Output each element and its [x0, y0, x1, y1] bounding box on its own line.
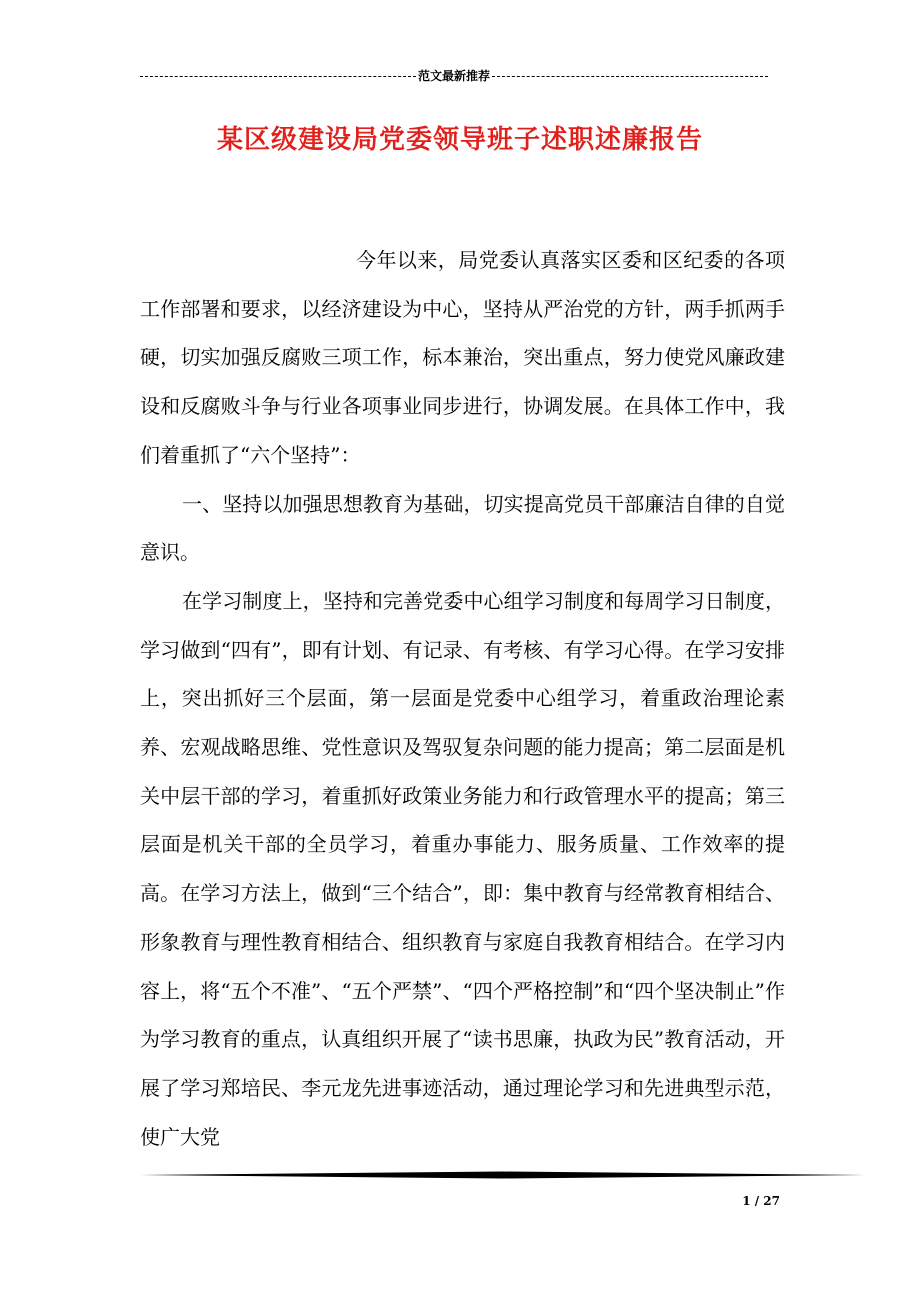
- paragraph-intro: 今年以来，局党委认真落实区委和区纪委的各项工作部署和要求，以经济建设为中心，坚持从严治党的方针，两手抓两手硬，切实加强反腐败三项工作，标本兼治，突出重点，努力使党风廉政建设和反腐败斗争与行业各项事业同步进行，协调发展。在具体工作中，我们着重抓了“六个坚持”：: [140, 248, 785, 467]
- header-label: 范文最新推荐: [418, 69, 491, 83]
- page-number: 1 / 27: [742, 1194, 780, 1208]
- header-dashes-right: [492, 76, 768, 77]
- page-header: [140, 68, 768, 84]
- header-dashes-left: [140, 76, 416, 77]
- footer-divider: [140, 1168, 865, 1182]
- document-body: [140, 236, 785, 1161]
- paragraph-study-system: 在学习制度上，坚持和完善党委中心组学习制度和每周学习日制度，学习做到“四有”，即有计划、有记录、有考核、有学习心得。在学习安排上，突出抓好三个层面，第一层面是党委中心组学习，着重政治理论素养、宏观战略思维、党性意识及驾驭复杂问题的能力提高；第二层面是机关中层干部的学习，着重抓好政策业务能力和行政管理水平的提高；第三层面是机关干部的全员学习，着重办事能力、服务质量、工作效率的提高。在学习方法上，做到“三个结合”，即：集中教育与经常教育相结合、形象教育与理性教育相结合、组织教育与家庭自我教育相结合。在学习内容上，将“五个不准”、“五个严禁”、“四个严格控制”和“四个坚决制止”作为学习教育的重点，认真组织开展了“读书思廉，执政为民”教育活动，开展了学习郑培民、李元龙先进事迹活动，通过理论学习和先进典型示范，使广大党: [140, 588, 785, 1149]
- document-title: 某区级建设局党委领导班子述职述廉报告: [216, 125, 703, 155]
- paragraph-section-heading: 一、坚持以加强思想教育为基础，切实提高党员干部廉洁自律的自觉意识。: [140, 491, 785, 565]
